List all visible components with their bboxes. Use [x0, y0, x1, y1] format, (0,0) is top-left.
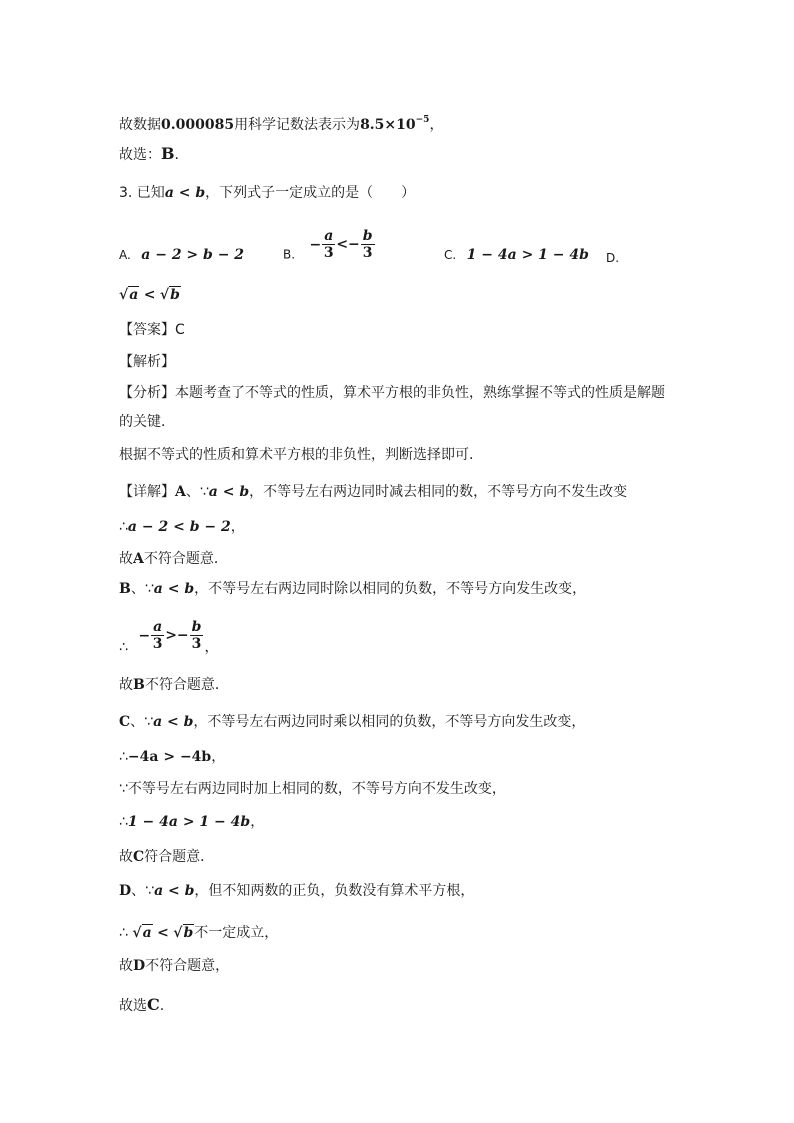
text: .	[174, 147, 179, 163]
option-letter: A	[133, 551, 144, 567]
option-expr: 1 − 4a > 1 − 4b	[466, 247, 589, 263]
text: 用科学记数法表示为	[234, 117, 361, 133]
detail-a3	[119, 550, 228, 568]
analysis-p2: 根据不等式的性质和算术平方根的非负性，判断选择即可．	[119, 447, 483, 463]
text: 故数据	[119, 117, 161, 133]
answer-line	[119, 321, 185, 339]
sqrt: √a	[132, 925, 152, 941]
expr: a − 2 < b − 2	[127, 519, 231, 535]
detail-c3: ∵不等号左右两边同时加上相同的数，不等号方向不发生改变，	[119, 781, 506, 797]
exponent: −5	[415, 115, 430, 125]
text: 、∵	[185, 484, 209, 500]
analysis-heading: 【解析】	[119, 354, 175, 370]
text: ，	[230, 519, 245, 535]
numerator: b	[191, 619, 202, 635]
option-letter: C	[119, 714, 131, 730]
detail-b3	[119, 676, 229, 694]
text: ∴	[119, 639, 128, 656]
numerator: a	[324, 228, 334, 244]
condition: a < b	[153, 581, 195, 597]
detail-d1	[119, 882, 474, 900]
question-stem	[119, 184, 415, 202]
fraction	[151, 619, 164, 652]
sign: −	[138, 627, 151, 644]
text: ∴	[119, 814, 128, 830]
option-c	[444, 246, 589, 264]
expr: 1 − 4a > 1 − 4b	[127, 814, 251, 830]
detail-a1	[119, 483, 627, 501]
denominator: 3	[152, 636, 163, 652]
option-letter: B	[119, 581, 131, 597]
analysis-p1b: 的关键．	[119, 414, 175, 430]
text: 【详解】	[119, 484, 175, 500]
text: 不符合题意．	[144, 677, 229, 693]
text: ，下列式子一定成立的是（ ）	[205, 185, 416, 201]
radicand: a	[142, 925, 152, 941]
radicand: b	[183, 925, 194, 941]
scientific-notation-line	[119, 111, 443, 134]
fraction	[361, 228, 375, 261]
sign: −	[309, 236, 322, 253]
detail-d3	[119, 957, 229, 975]
numerator: b	[362, 228, 373, 244]
operator: >	[165, 627, 177, 644]
text: 、∵	[131, 883, 155, 899]
sqrt: √b	[159, 287, 180, 303]
option-d	[606, 249, 619, 267]
text: 不符合题意．	[143, 551, 228, 567]
option-letter: B	[133, 677, 145, 693]
text: 故	[119, 958, 133, 974]
option-label: B.	[283, 247, 296, 262]
final-choice	[119, 996, 164, 1015]
condition: a < b	[154, 883, 195, 899]
option-letter: A	[175, 484, 186, 500]
denominator: 3	[323, 245, 334, 261]
option-label: C.	[444, 248, 457, 262]
text: ∴	[119, 925, 128, 941]
text: ，	[250, 814, 265, 830]
option-letter: D	[133, 958, 146, 974]
sign: −	[348, 236, 360, 253]
radicand: b	[170, 287, 180, 303]
option-letter: C	[133, 849, 145, 865]
text: 、∵	[130, 581, 154, 597]
option-label: D.	[606, 251, 620, 265]
radicand: a	[129, 287, 139, 303]
text: 故	[119, 677, 133, 693]
option-b	[283, 228, 376, 264]
condition: a < b	[153, 714, 194, 730]
answer-letter: C	[147, 995, 160, 1014]
fraction	[190, 619, 204, 652]
answer-label: 【答案】	[119, 322, 175, 338]
operator: <	[143, 287, 156, 303]
detail-c1	[119, 713, 585, 731]
text: 3. 已知	[119, 185, 165, 201]
detail-c2	[119, 748, 225, 766]
text: 不符合题意，	[145, 958, 230, 974]
option-letter: D	[119, 883, 132, 899]
text: 、∵	[130, 714, 154, 730]
text: ，不等号左右两边同时乘以相同的负数，不等号方向发生改变，	[193, 714, 586, 730]
text: 故	[119, 849, 133, 865]
detail-b1	[119, 580, 586, 598]
detail-d2	[119, 924, 278, 942]
text: 不一定成立，	[194, 925, 279, 941]
numerator: a	[153, 619, 163, 635]
text: 故选：	[119, 147, 161, 163]
text: 符合题意．	[144, 849, 215, 865]
detail-a2	[119, 518, 245, 536]
option-a	[119, 246, 244, 264]
choose-line	[119, 145, 179, 164]
text: ∴	[119, 519, 128, 535]
option-d-expr	[119, 286, 181, 304]
denominator: 3	[362, 245, 373, 261]
condition: a < b	[164, 185, 206, 201]
operator: <	[157, 925, 169, 941]
operator: <	[336, 236, 349, 253]
expr: −4a > −4b	[127, 749, 212, 765]
text: ，	[429, 117, 444, 133]
text: ，不等号左右两边同时除以相同的负数，不等号方向发生改变，	[194, 581, 587, 597]
analysis-p1a: 【分析】本题考查了不等式的性质，算术平方根的非负性，熟练掌握不等式的性质是解题	[119, 385, 665, 401]
denominator: 3	[191, 636, 202, 652]
detail-c5	[119, 848, 214, 866]
sign: −	[176, 627, 189, 644]
option-label: A.	[119, 248, 131, 262]
text: .	[159, 998, 165, 1014]
text: 故选	[119, 998, 147, 1014]
sqrt: √b	[173, 925, 194, 941]
text: ∴	[119, 749, 128, 765]
text: ，	[204, 639, 219, 656]
text: ，但不知两数的正负，负数没有算术平方根，	[194, 883, 475, 899]
number-value: 0.000085	[161, 117, 235, 133]
answer-letter: B	[161, 144, 175, 163]
sci-value: 8.5×10	[360, 117, 416, 133]
detail-b2	[119, 619, 218, 657]
text: 故	[119, 551, 133, 567]
answer-value: C	[175, 322, 185, 338]
sqrt: √a	[119, 287, 139, 303]
fraction	[322, 228, 335, 261]
text: ，	[211, 749, 226, 765]
text: ，不等号左右两边同时减去相同的数，不等号方向不发生改变	[249, 484, 628, 500]
detail-c4	[119, 813, 264, 831]
option-expr: a − 2 > b − 2	[141, 247, 245, 263]
condition: a < b	[208, 484, 250, 500]
